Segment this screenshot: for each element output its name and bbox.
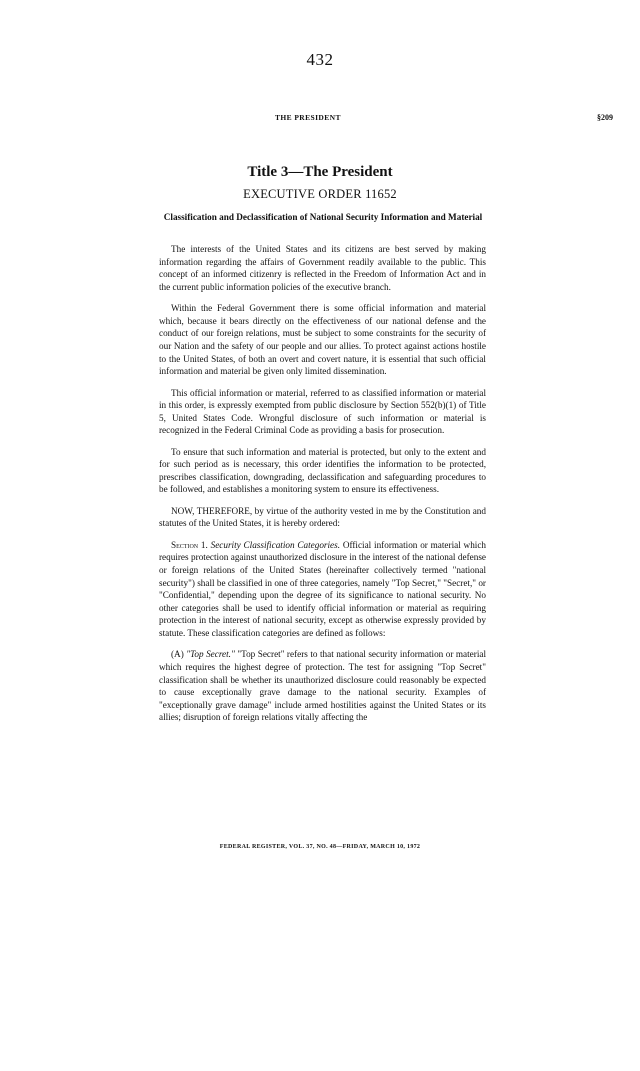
document-title: Title 3—The President bbox=[247, 164, 393, 180]
paragraph-4: To ensure that such information and material is protected, but only to the extent and for such period as is necessary, this order identifies the information to be protected, prescribes classification, downgrading, declassification and safeguarding procedures to be followed, and establishes a monitoring system to ensure its effectiveness. bbox=[159, 446, 486, 495]
item-a-label: (A) bbox=[171, 649, 184, 660]
page-number: 432 bbox=[306, 50, 334, 69]
body-text bbox=[159, 243, 486, 733]
paragraph-5: NOW, THEREFORE, by virtue of the authority vested in me by the Constitution and statutes of the United States, it is hereby ordered: bbox=[159, 505, 486, 529]
paragraph-2: Within the Federal Government there is some official information and material which, because it bears directly on the effectiveness of our national defense and the conduct of our foreign relations, must be subject to some constraints for the security of our Nation and the safety of our people and our allies. To protect against actions hostile to the United States, of both an overt and covert nature, it is essential that such official information and material be given only limited dissemination. bbox=[159, 303, 486, 377]
item-a-lead-in: "Top Secret." bbox=[186, 649, 235, 660]
section-1-paragraph bbox=[159, 539, 486, 640]
paragraph-3: This official information or material, referred to as classified information or material in this order, is expressly exempted from public disclosure by Section 552(b)(1) of Title 5, United States Code. Wrongful disclosure of such information or material is recognized in the Federal Criminal Code as providing a basis for prosecution. bbox=[159, 387, 486, 436]
section-1-text: Official information or material which requires protection against unauthorized disclosure in the interest of the national defense or foreign relations of the United States (hereinafter collectively termed "national security") shall be classified in one of three categories, namely "Top Secret," "Secret," or "Confidential," depending upon the degree of its significance to national security. No other categories shall be used to identify official information or material as requiring protection in the interest of national security, except as otherwise expressly provided by statute. These classification categories are defined as follows: bbox=[159, 539, 487, 639]
footer: FEDERAL REGISTER, VOL. 37, NO. 48—FRIDAY, MARCH 10, 1972 bbox=[219, 844, 421, 850]
section-mark: §209 bbox=[597, 113, 613, 122]
section-1-lead-in: Security Classification Categories. bbox=[210, 539, 340, 550]
section-1-label: Section 1. bbox=[171, 539, 208, 550]
running-head: THE PRESIDENT bbox=[275, 113, 341, 122]
executive-order-number: EXECUTIVE ORDER 11652 bbox=[243, 187, 397, 201]
order-heading: Classification and Declassification of National Security Information and Material bbox=[163, 212, 483, 222]
paragraph-1: The interests of the United States and its citizens are best served by making information regarding the affairs of Government readily available to the public. This concept of an informed citizenry is reflected in the Freedom of Information Act and in the current public information policies of the executive branch. bbox=[159, 244, 486, 292]
item-a-text: "Top Secret" refers to that national security information or material which requires the highest degree of protection. The test for assigning "Top Secret" classification shall be whether its unauthorized disclosure could reasonably be expected to cause exceptionally grave damage to the national security. Examples of "exceptionally grave damage" include armed hostilities against the United States or its allies; disruption of foreign relations vitally affecting the bbox=[159, 649, 487, 723]
item-a-paragraph bbox=[159, 648, 486, 724]
